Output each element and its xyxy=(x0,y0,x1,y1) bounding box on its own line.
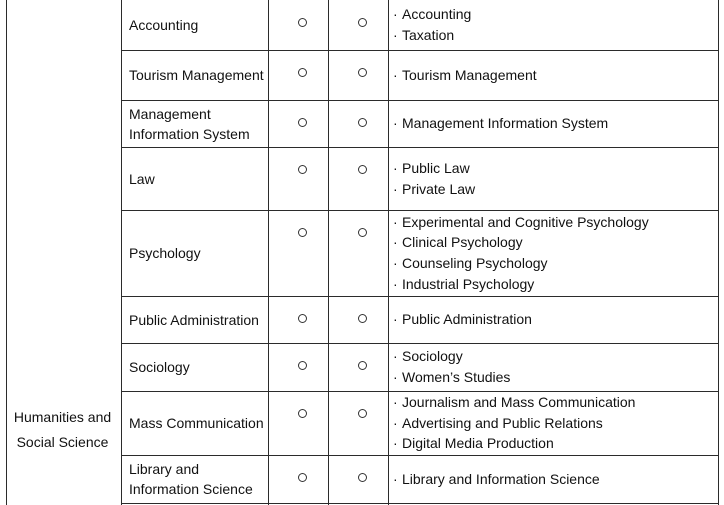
track-list xyxy=(393,0,471,50)
track-label: Industrial Psychology xyxy=(402,275,535,292)
track-label: Private Law xyxy=(402,180,476,197)
major-name xyxy=(129,50,267,100)
availability-circle xyxy=(358,409,367,418)
bullet-icon: · xyxy=(393,159,398,176)
track-label: Management Information System xyxy=(402,115,609,132)
availability-circle xyxy=(298,68,307,77)
availability-circle xyxy=(358,118,367,127)
track-label: Sociology xyxy=(402,348,463,365)
track-list xyxy=(393,343,510,391)
track-list xyxy=(393,391,635,455)
bullet-icon: · xyxy=(393,394,398,411)
track-item xyxy=(393,413,635,434)
group-label-line: Social Science xyxy=(16,434,109,450)
availability-circle xyxy=(298,18,307,27)
major-name-line: Tourism Management xyxy=(129,67,264,83)
track-label: Taxation xyxy=(402,27,455,43)
major-name xyxy=(129,210,267,296)
major-name xyxy=(129,100,267,147)
major-name-line: Information Science xyxy=(129,481,253,497)
major-name-line: Management xyxy=(129,105,211,122)
table-border-right xyxy=(718,0,719,505)
track-label: Accounting xyxy=(402,6,472,23)
bullet-icon: · xyxy=(393,180,398,197)
track-item xyxy=(393,346,510,367)
availability-circle xyxy=(298,118,307,127)
bullet-icon: · xyxy=(393,348,398,365)
bullet-icon: · xyxy=(393,6,398,23)
major-name xyxy=(129,391,267,455)
bullet-icon: · xyxy=(393,470,398,487)
track-label: Journalism and Mass Communication xyxy=(402,394,636,411)
major-name-line: Information System xyxy=(129,125,250,142)
track-label: Digital Media Production xyxy=(402,435,554,452)
track-list xyxy=(393,296,532,343)
track-item xyxy=(393,4,471,25)
bullet-icon: · xyxy=(393,435,398,452)
major-name-line: Library and xyxy=(129,461,200,477)
table-divider-col2 xyxy=(388,0,389,505)
availability-circle xyxy=(298,165,307,174)
track-item xyxy=(393,469,600,490)
bullet-icon: · xyxy=(393,115,398,132)
bullet-icon: · xyxy=(393,255,398,271)
table-divider-col1 xyxy=(328,0,329,505)
bullet-icon: · xyxy=(393,311,398,328)
major-name xyxy=(129,296,267,343)
row-divider xyxy=(121,503,719,504)
group-label xyxy=(6,405,119,455)
availability-circle xyxy=(298,314,307,323)
track-list xyxy=(393,100,608,147)
track-label: Clinical Psychology xyxy=(402,234,523,251)
track-item xyxy=(393,25,471,46)
track-item xyxy=(393,232,649,253)
track-item xyxy=(393,367,510,388)
availability-circle xyxy=(298,409,307,418)
track-label: Public Law xyxy=(402,159,470,176)
availability-circle xyxy=(358,473,367,482)
track-item xyxy=(393,309,532,330)
bullet-icon: · xyxy=(393,369,398,385)
track-item xyxy=(393,158,475,179)
availability-circle xyxy=(298,361,307,370)
bullet-icon: · xyxy=(393,213,398,230)
bullet-icon: · xyxy=(393,275,398,292)
bullet-icon: · xyxy=(393,234,398,251)
availability-circle xyxy=(298,228,307,237)
major-name-line: Accounting xyxy=(129,17,199,33)
major-name-line: Psychology xyxy=(129,245,201,261)
track-list xyxy=(393,210,649,296)
table-divider-group xyxy=(121,0,122,505)
track-label: Library and Information Science xyxy=(402,470,600,487)
track-item xyxy=(393,392,635,413)
major-name-line: Sociology xyxy=(129,359,190,375)
major-name xyxy=(129,455,267,503)
track-item xyxy=(393,113,608,134)
track-list xyxy=(393,455,600,503)
availability-circle xyxy=(298,473,307,482)
availability-circle xyxy=(358,228,367,237)
bullet-icon: · xyxy=(393,27,398,43)
bullet-icon: · xyxy=(393,66,398,83)
availability-circle xyxy=(358,68,367,77)
track-item xyxy=(393,433,635,454)
track-label: Public Administration xyxy=(402,311,532,328)
track-item xyxy=(393,253,649,274)
track-label: Counseling Psychology xyxy=(402,255,548,271)
track-label: Tourism Management xyxy=(402,66,537,83)
major-name-line: Law xyxy=(129,170,155,187)
availability-circle xyxy=(358,165,367,174)
major-name-line: Mass Communication xyxy=(129,415,264,431)
track-item xyxy=(393,212,649,233)
track-item xyxy=(393,274,649,295)
track-item xyxy=(393,65,537,86)
availability-circle xyxy=(358,18,367,27)
track-label: Women’s Studies xyxy=(402,369,511,385)
major-name xyxy=(129,0,267,50)
major-name xyxy=(129,343,267,391)
track-label: Experimental and Cognitive Psychology xyxy=(402,213,649,230)
major-name xyxy=(129,147,267,210)
track-list xyxy=(393,50,537,100)
availability-circle xyxy=(358,314,367,323)
group-label-line: Humanities and xyxy=(13,409,112,425)
table-divider-major xyxy=(268,0,269,505)
availability-circle xyxy=(358,361,367,370)
major-name-line: Public Administration xyxy=(129,311,259,328)
track-item xyxy=(393,179,475,200)
bullet-icon: · xyxy=(393,414,398,431)
track-label: Advertising and Public Relations xyxy=(402,414,603,431)
track-list xyxy=(393,147,475,210)
